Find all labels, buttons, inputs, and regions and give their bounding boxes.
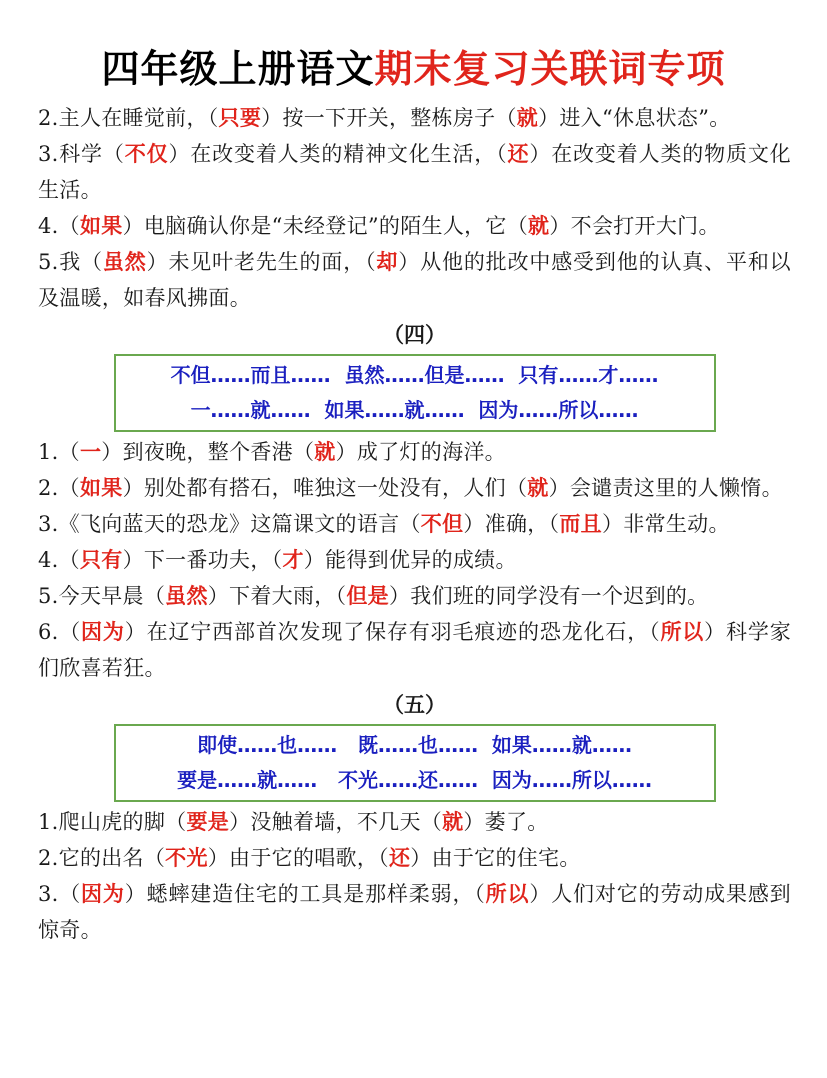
section-5-word-box [114,724,716,802]
question-text: ）没触着墙，不几天（ [229,810,443,834]
top-question-list [38,100,791,316]
answer-word: 因为 [81,620,125,644]
question-text: （ [58,548,80,572]
section-4-word-box [114,354,716,432]
question-item [38,804,791,840]
answer-word: 所以 [660,620,705,644]
question-item [38,578,791,614]
question-text: ）未见叶老先生的面，（ [146,250,377,274]
question-item [38,136,791,208]
question-number: 4. [38,548,59,572]
question-text: ）在改变着人类的精神文化生活，（ [168,142,508,166]
question-text: ）电脑确认你是“未经登记”的陌生人，它（ [122,214,529,238]
section-4-question-list [38,434,791,686]
question-text: ）到夜晚，整个香港（ [101,440,315,464]
answer-word: 要是 [186,810,230,834]
question-text: 科学（ [58,142,125,166]
answer-word: 就 [442,810,464,834]
question-number: 3. [38,142,59,166]
question-text: ）人们对它的劳动成果感到惊奇。 [38,882,791,942]
answer-word: 如果 [79,214,123,238]
section-5-word-box-line-2: 要是……就…… 不光……还…… 因为……所以…… [177,768,652,792]
question-text: 爬山虎的脚（ [58,810,187,834]
section-5-heading: （五） [383,693,446,717]
question-text: ）在改变着人类的物质文化生活。 [38,142,791,202]
title-part1: 四年级上册语文 [101,47,375,91]
question-number: 5. [38,584,59,608]
answer-word: 才 [282,548,304,572]
question-text: ）非常生动。 [601,512,730,536]
question-text: （ [58,440,80,464]
title-part2: 期末复习关联词专项 [374,47,726,91]
answer-word: 只有 [79,548,123,572]
question-number: 6. [38,620,59,644]
question-text: ）下一番功夫，（ [122,548,283,572]
question-number: 2. [38,106,59,130]
section-4-word-box-line-2: 一……就…… 如果……就…… 因为……所以…… [190,398,639,422]
question-text: 它的出名（ [58,846,166,870]
answer-word: 一 [79,440,102,464]
question-item [38,470,791,506]
answer-word: 但是 [346,584,389,608]
question-text: ）由于它的唱歌，（ [207,846,389,870]
section-5-word-box-line-1: 即使……也…… 既……也…… 如果……就…… [197,733,632,757]
question-text: （ [58,476,80,500]
question-number: 5. [38,250,59,274]
worksheet-body [38,100,791,948]
question-text: ）进入“休息状态”。 [538,106,731,130]
question-text: 我（ [58,250,103,274]
question-item [38,876,791,948]
answer-word: 就 [516,106,539,130]
question-item [38,614,791,686]
question-text: ）别处都有搭石，唯独这一处没有，人们（ [122,476,528,500]
answer-word: 因为 [81,882,125,906]
question-number: 1. [38,440,59,464]
question-number: 1. [38,810,59,834]
answer-word: 还 [507,142,530,166]
question-text: ）萎了。 [463,810,549,834]
section-4-word-box-line-1: 不但……而且…… 虽然……但是…… 只有……才…… [170,363,659,387]
answer-word: 就 [528,214,550,238]
question-text: ）从他的批改中感受到他的认真、平和以及温暖，如春风拂面。 [38,250,791,310]
question-item [38,208,791,244]
answer-word: 虽然 [102,250,147,274]
question-number: 3. [38,882,59,906]
question-item [38,100,791,136]
question-text: （ [58,214,80,238]
question-number: 2. [38,846,59,870]
question-item [38,434,791,470]
answer-word: 不但 [420,512,464,536]
question-text: ）科学家们欣喜若狂。 [38,620,791,680]
page-title [0,44,827,94]
answer-word: 就 [314,440,336,464]
answer-word: 就 [527,476,549,500]
question-text: ）会谴责这里的人懒惰。 [548,476,783,500]
question-text: ）不会打开大门。 [549,214,720,238]
answer-word: 不仅 [124,142,169,166]
question-item [38,244,791,316]
question-text: （ [58,620,82,644]
section-5-question-list [38,804,791,948]
title-wrap [0,44,827,94]
question-text: 主人在睡觉前，（ [58,106,219,130]
answer-word: 所以 [485,882,530,906]
answer-word: 虽然 [165,584,208,608]
answer-word: 还 [388,846,411,870]
question-text: ）准确，（ [463,512,560,536]
question-text: ）我们班的同学没有一个迟到的。 [388,584,709,608]
answer-word: 只要 [218,106,262,130]
question-item [38,506,791,542]
question-text: ）成了灯的海洋。 [335,440,506,464]
answer-word: 不光 [165,846,208,870]
question-text: （ [58,882,82,906]
question-text: ）蟋蟀建造住宅的工具是那样柔弱，（ [124,882,486,906]
question-item [38,840,791,876]
question-text: ）按一下开关，整栋房子（ [261,106,517,130]
answer-word: 却 [376,250,399,274]
question-text: 《飞向蓝天的恐龙》这篇课文的语言（ [58,512,421,536]
question-text: ）下着大雨，（ [207,584,347,608]
question-number: 4. [38,214,59,238]
question-number: 3. [38,512,59,536]
question-number: 2. [38,476,59,500]
question-text: ）在辽宁西部首次发现了保存有羽毛痕迹的恐龙化石，（ [124,620,661,644]
section-4-heading: （四） [383,323,446,347]
answer-word: 而且 [559,512,602,536]
question-item [38,542,791,578]
answer-word: 如果 [79,476,123,500]
question-text: 今天早晨（ [58,584,166,608]
question-text: ）能得到优异的成绩。 [303,548,517,572]
question-text: ）由于它的住宅。 [410,846,581,870]
